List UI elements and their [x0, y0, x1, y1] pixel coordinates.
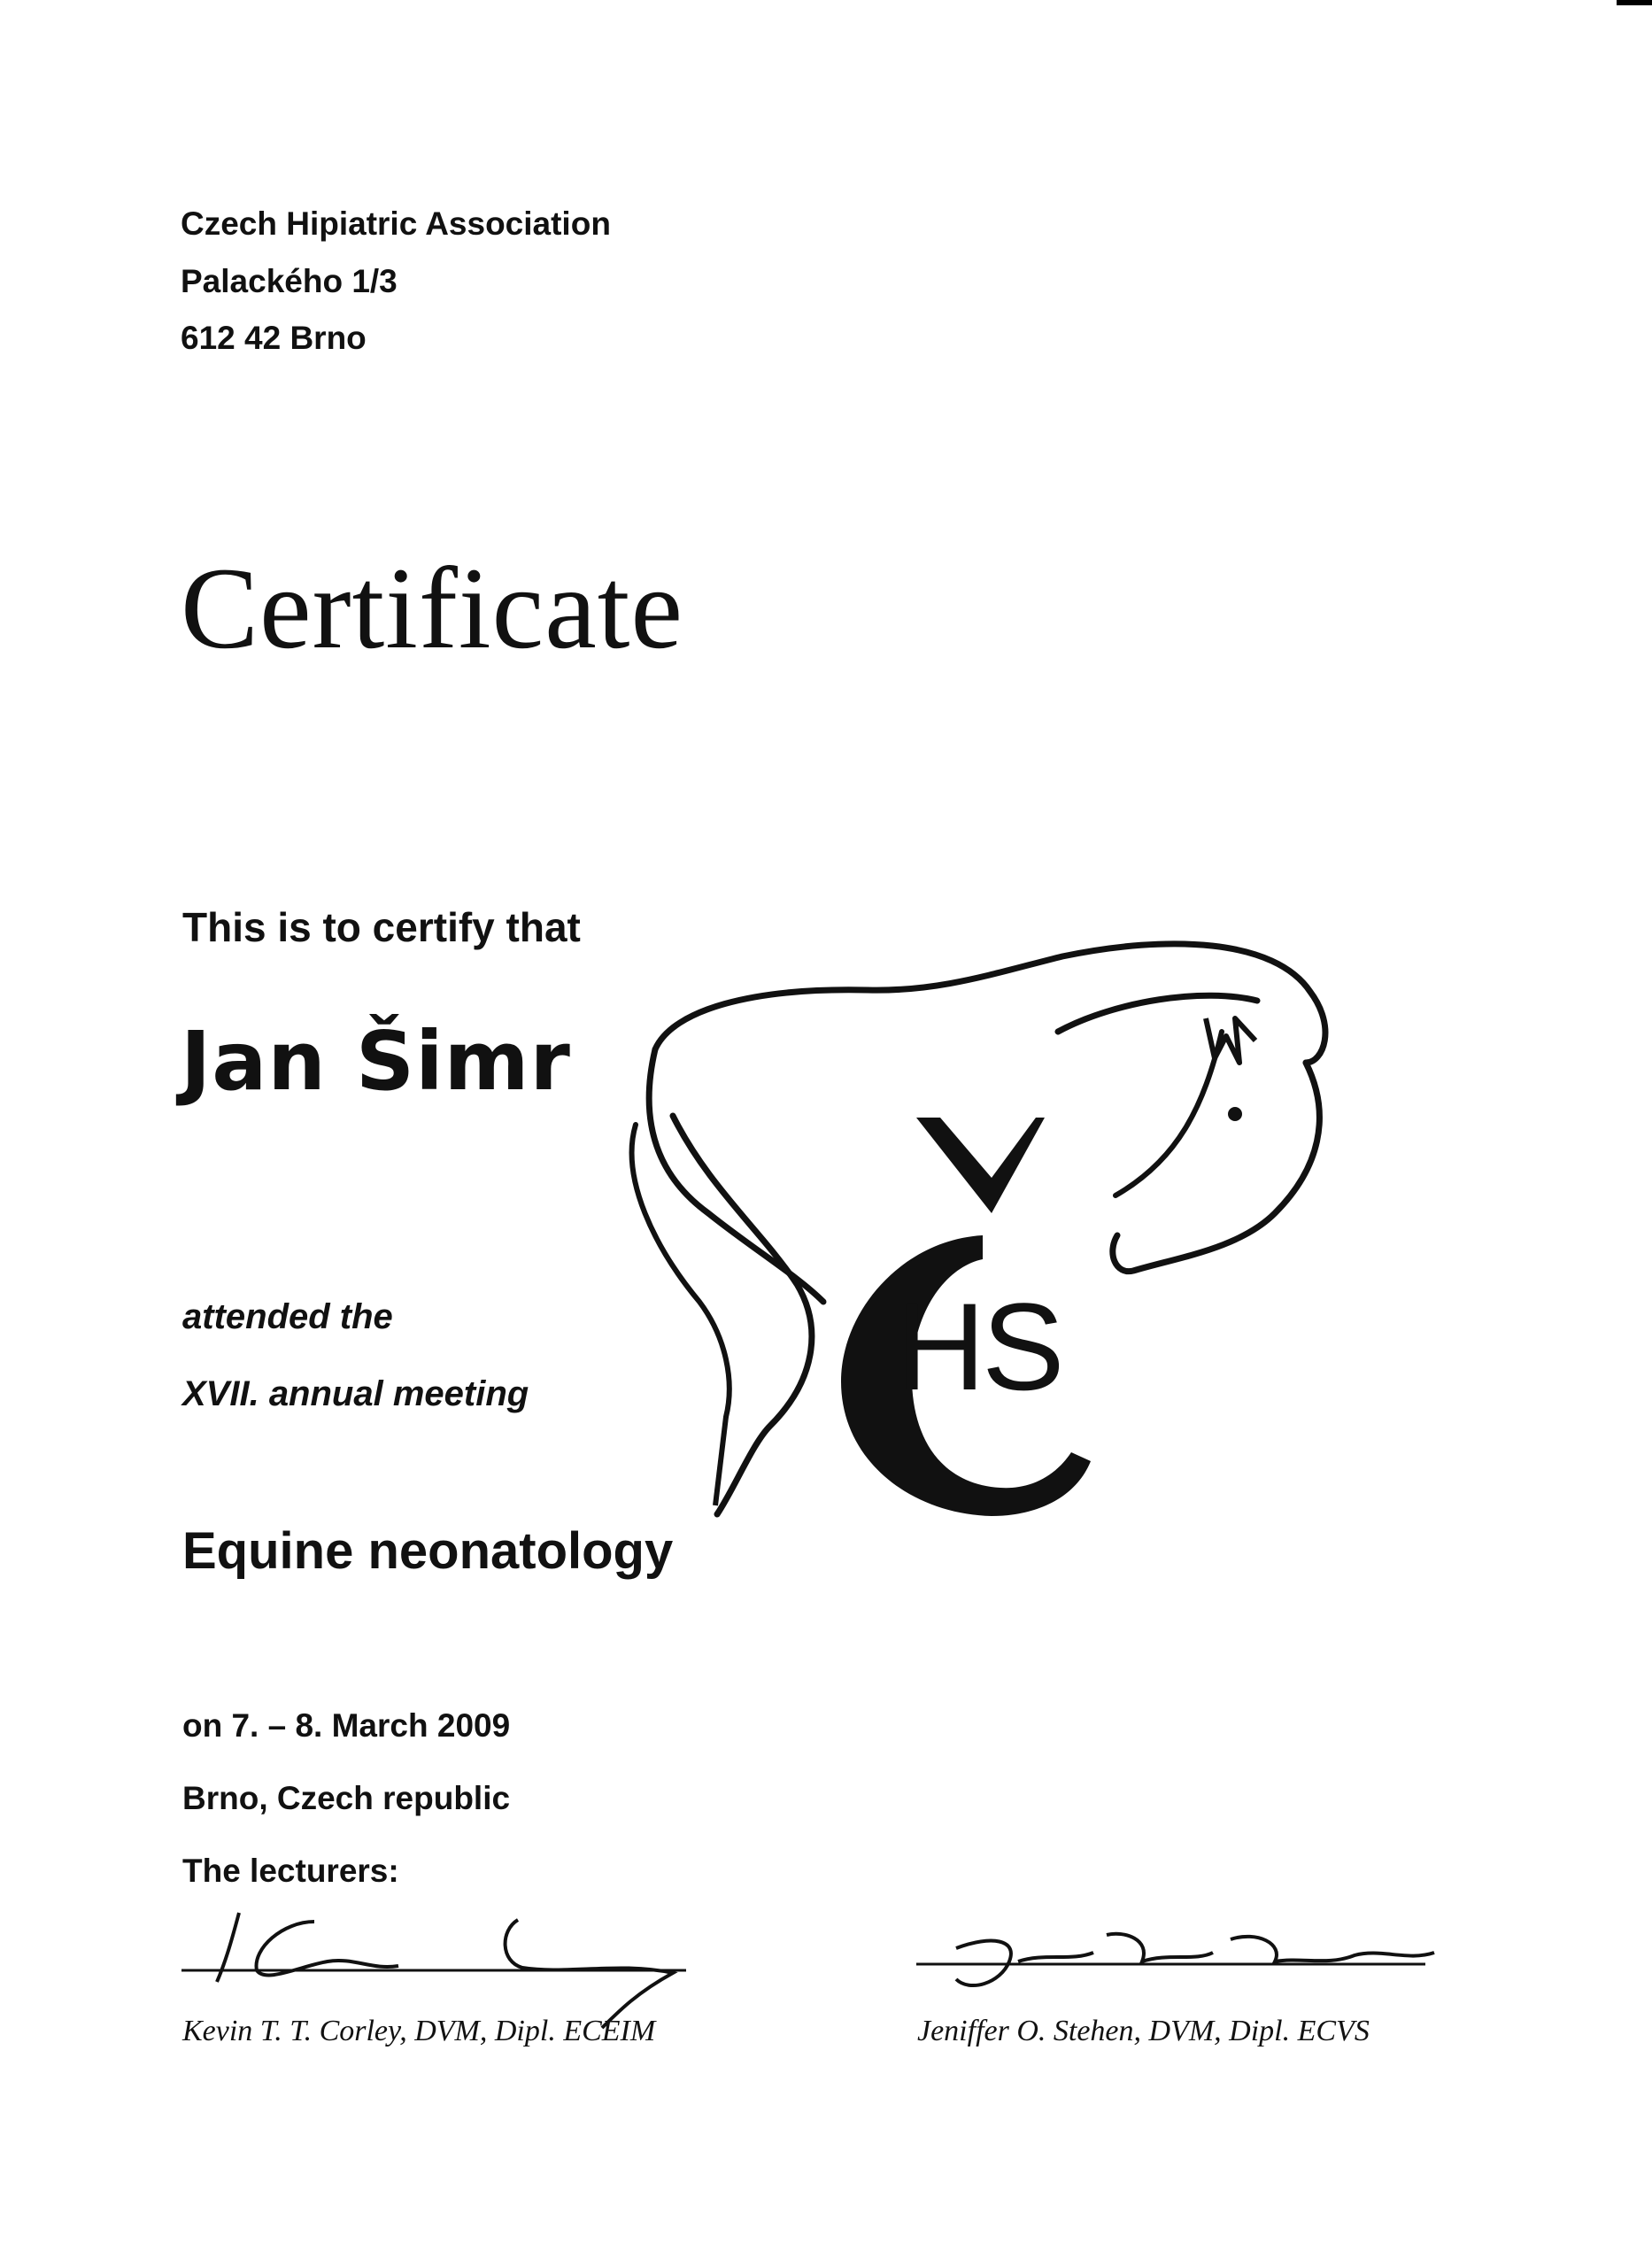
- org-city: 612 42 Brno: [181, 320, 367, 356]
- certificate-title: Certificate: [181, 543, 684, 673]
- event-date: on 7. – 8. March 2009: [182, 1707, 511, 1744]
- org-name: Czech Hipiatric Association: [181, 205, 611, 242]
- recipient-name: Jan Šimr: [181, 1014, 571, 1109]
- lecturer-1-caption: Kevin T. T. Corley, DVM, Dipl. ECEIM: [182, 2015, 656, 2047]
- logo-hs-glyph: HS: [896, 1277, 1061, 1416]
- certify-text: This is to certify that: [182, 904, 581, 950]
- lecturers-label: The lecturers:: [182, 1853, 399, 1889]
- meeting-text: XVII. annual meeting: [182, 1374, 529, 1413]
- attended-text: attended the: [182, 1297, 393, 1336]
- org-street: Palackého 1/3: [181, 263, 398, 299]
- event-location: Brno, Czech republic: [182, 1780, 511, 1816]
- topic-title: Equine neonatology: [182, 1522, 674, 1580]
- lecturer-2-caption: Jeniffer O. Stehen, DVM, Dipl. ECVS: [917, 2015, 1370, 2047]
